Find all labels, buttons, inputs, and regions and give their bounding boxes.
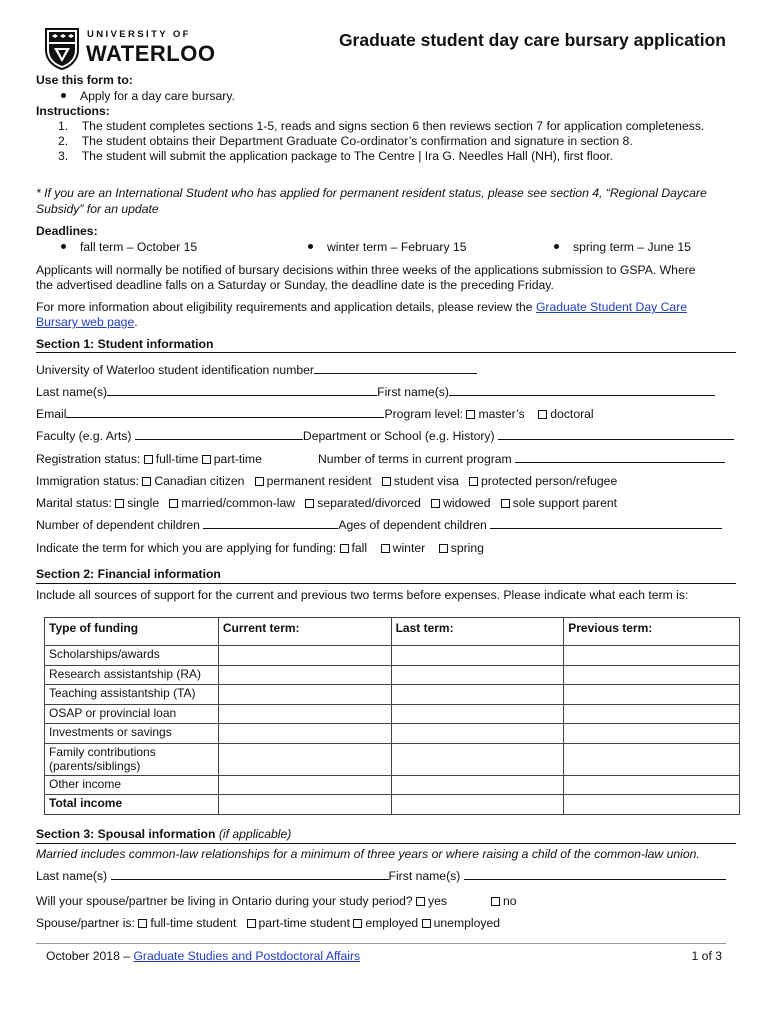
deadlines-label: Deadlines: [36, 224, 98, 238]
ontario-row: Will your spouse/partner be living in Ontario during your study period? yes [36, 894, 448, 908]
term-row: Indicate the term for which you are applying for funding: fall winter spring [36, 541, 484, 555]
gspa-link[interactable]: Graduate Studies and Postdoctoral Affairs [133, 949, 361, 963]
total-label: Total income [45, 795, 219, 815]
spring-checkbox[interactable] [439, 544, 448, 553]
part-time-checkbox[interactable] [202, 455, 211, 464]
day-care-bursary-link-cont[interactable]: Bursary web page [36, 315, 135, 329]
amount-cell[interactable] [391, 646, 564, 666]
deadline-item: fall term – October 15 [61, 240, 197, 254]
masters-checkbox[interactable] [466, 410, 475, 419]
table-row [45, 743, 740, 775]
section-divider [36, 583, 736, 584]
more-info-text: For more information about eligibility requirements and application details, please review the Graduate Student Day Care [36, 300, 688, 314]
day-care-bursary-link[interactable]: Graduate Student Day Care [535, 300, 688, 314]
column-header: Current term: [218, 618, 391, 646]
use-label: Use this form to: [36, 73, 133, 87]
employed-checkbox[interactable] [353, 919, 362, 928]
canadian-checkbox[interactable] [142, 477, 151, 486]
last-name-field[interactable] [107, 385, 377, 396]
spouse-first-name-field[interactable] [464, 869, 726, 880]
amount-cell[interactable] [391, 743, 564, 775]
amount-cell[interactable] [391, 704, 564, 724]
widowed-checkbox[interactable] [431, 499, 440, 508]
deadline-item: spring term – June 15 [554, 240, 691, 254]
table-row [45, 724, 740, 744]
table-row [45, 704, 740, 724]
funding-table [44, 617, 740, 815]
amount-cell[interactable] [218, 685, 391, 705]
section-divider [36, 352, 736, 353]
instruction-item: 2. The student obtains their Department Graduate Co-ordinator’s confirmation and signature in section 8. [58, 134, 633, 148]
notification-text-cont: the advertised deadline falls on a Saturday or Sunday, the deadline date is the preceding Friday. [36, 278, 554, 292]
amount-cell[interactable] [564, 795, 740, 815]
notification-text: Applicants will normally be notified of bursary decisions within three weeks of the applications submission to GSPA. Where [36, 263, 696, 277]
married-note: Married includes common-law relationships for a minimum of three years or where raising a child of the common-law union. [36, 847, 700, 861]
column-header: Previous term: [564, 618, 740, 646]
unemployed-checkbox[interactable] [422, 919, 431, 928]
instruction-item: 1. The student completes sections 1-5, reads and signs section 6 then reviews section 7 for application completeness. [58, 119, 705, 133]
terms-row: Number of terms in current program [318, 452, 725, 466]
funding-type: Teaching assistantship (TA) [45, 685, 219, 705]
immigration-row: Immigration status: Canadian citizen permanent resident student visa protected person/refugee [36, 474, 618, 488]
international-note: * If you are an International Student who has applied for permanent resident status, please see section 4, “Regional Daycare [36, 186, 707, 200]
email-row: Email Program level: master’s doctoral [36, 407, 594, 421]
table-row [45, 775, 740, 795]
section2-heading: Section 2: Financial information [36, 567, 221, 581]
instructions-label: Instructions: [36, 104, 110, 118]
department-field[interactable] [498, 429, 734, 440]
university-logo [45, 26, 220, 72]
more-info-text-cont: Bursary web page. [36, 315, 138, 329]
dependents-row: Number of dependent children Ages of dependent children [36, 518, 722, 532]
instruction-item: 3. The student will submit the application package to The Centre | Ira G. Needles Hall (NH), first floor. [58, 149, 614, 163]
form-page [36, 0, 736, 1024]
first-name-field[interactable] [449, 385, 715, 396]
funding-type: Research assistantship (RA) [45, 665, 219, 685]
spouse-name-row: Last name(s) First name(s) [36, 869, 726, 883]
amount-cell[interactable] [391, 665, 564, 685]
protected-person-checkbox[interactable] [469, 477, 478, 486]
winter-checkbox[interactable] [381, 544, 390, 553]
table-header-row [45, 618, 740, 646]
section-divider [36, 843, 736, 844]
yes-checkbox[interactable] [416, 897, 425, 906]
amount-cell[interactable] [391, 775, 564, 795]
amount-cell[interactable] [218, 646, 391, 666]
amount-cell[interactable] [564, 704, 740, 724]
amount-cell[interactable] [391, 724, 564, 744]
ages-field[interactable] [490, 518, 722, 529]
email-field[interactable] [66, 407, 384, 418]
faculty-field[interactable] [135, 429, 303, 440]
part-time-student-checkbox[interactable] [247, 919, 256, 928]
table-row [45, 646, 740, 666]
crest-icon [45, 28, 79, 70]
amount-cell[interactable] [564, 665, 740, 685]
funding-type: Family contributions (parents/siblings) [45, 743, 219, 775]
no-checkbox[interactable] [491, 897, 500, 906]
amount-cell[interactable] [564, 775, 740, 795]
married-checkbox[interactable] [169, 499, 178, 508]
registration-row: Registration status: full-time part-time [36, 452, 262, 466]
student-id-row: University of Waterloo student identification number [36, 363, 477, 377]
funding-type: OSAP or provincial loan [45, 704, 219, 724]
amount-cell[interactable] [218, 775, 391, 795]
amount-cell[interactable] [391, 685, 564, 705]
amount-cell[interactable] [391, 795, 564, 815]
page-number: 1 of 3 [691, 949, 722, 963]
no-option: no [491, 894, 517, 908]
full-time-student-checkbox[interactable] [138, 919, 147, 928]
student-visa-checkbox[interactable] [382, 477, 391, 486]
amount-cell[interactable] [218, 795, 391, 815]
footer-text: October 2018 – Graduate Studies and Postdoctoral Affairs [46, 949, 361, 963]
last-name-row: Last name(s) First name(s) [36, 385, 715, 399]
amount-cell[interactable] [218, 743, 391, 775]
footer-divider [36, 943, 726, 944]
funding-type: Scholarships/awards [45, 646, 219, 666]
logo-small-text: UNIVERSITY OF [87, 29, 191, 40]
page-title: Graduate student day care bursary application [338, 30, 726, 50]
table-total-row [45, 795, 740, 815]
sole-support-checkbox[interactable] [501, 499, 510, 508]
full-time-checkbox[interactable] [144, 455, 153, 464]
column-header: Last term: [391, 618, 564, 646]
amount-cell[interactable] [564, 743, 740, 775]
spouse-status-row: Spouse/partner is: full-time student part-time student employed unemployed [36, 916, 501, 930]
doctoral-checkbox[interactable] [538, 410, 547, 419]
use-item: Apply for a day care bursary. [61, 89, 235, 103]
funding-type: Other income [45, 775, 219, 795]
amount-cell[interactable] [218, 704, 391, 724]
separated-checkbox[interactable] [305, 499, 314, 508]
amount-cell[interactable] [564, 685, 740, 705]
column-header: Type of funding [45, 618, 219, 646]
amount-cell[interactable] [218, 724, 391, 744]
financial-description: Include all sources of support for the current and previous two terms before expenses. Please indicate what each term is: [36, 588, 689, 602]
section3-heading: Section 3: Spousal information (if applicable) [36, 827, 292, 841]
section1-heading: Section 1: Student information [36, 337, 214, 351]
single-checkbox[interactable] [115, 499, 124, 508]
table-row [45, 665, 740, 685]
permanent-resident-checkbox[interactable] [255, 477, 264, 486]
amount-cell[interactable] [564, 724, 740, 744]
amount-cell[interactable] [564, 646, 740, 666]
num-terms-field[interactable] [515, 452, 725, 463]
marital-row: Marital status: single married/common-law separated/divorced widowed sole support parent [36, 496, 618, 510]
international-note-cont: Subsidy” for an update [36, 202, 159, 216]
student-id-field[interactable] [314, 363, 477, 374]
deadline-item: winter term – February 15 [308, 240, 467, 254]
logo-big-text: WATERLOO [86, 41, 216, 66]
funding-type: Investments or savings [45, 724, 219, 744]
fall-checkbox[interactable] [340, 544, 349, 553]
faculty-row: Faculty (e.g. Arts) Department or School (e.g. History) [36, 429, 734, 443]
table-row [45, 685, 740, 705]
spouse-last-name-field[interactable] [111, 869, 389, 880]
dependents-field[interactable] [203, 518, 338, 529]
amount-cell[interactable] [218, 665, 391, 685]
